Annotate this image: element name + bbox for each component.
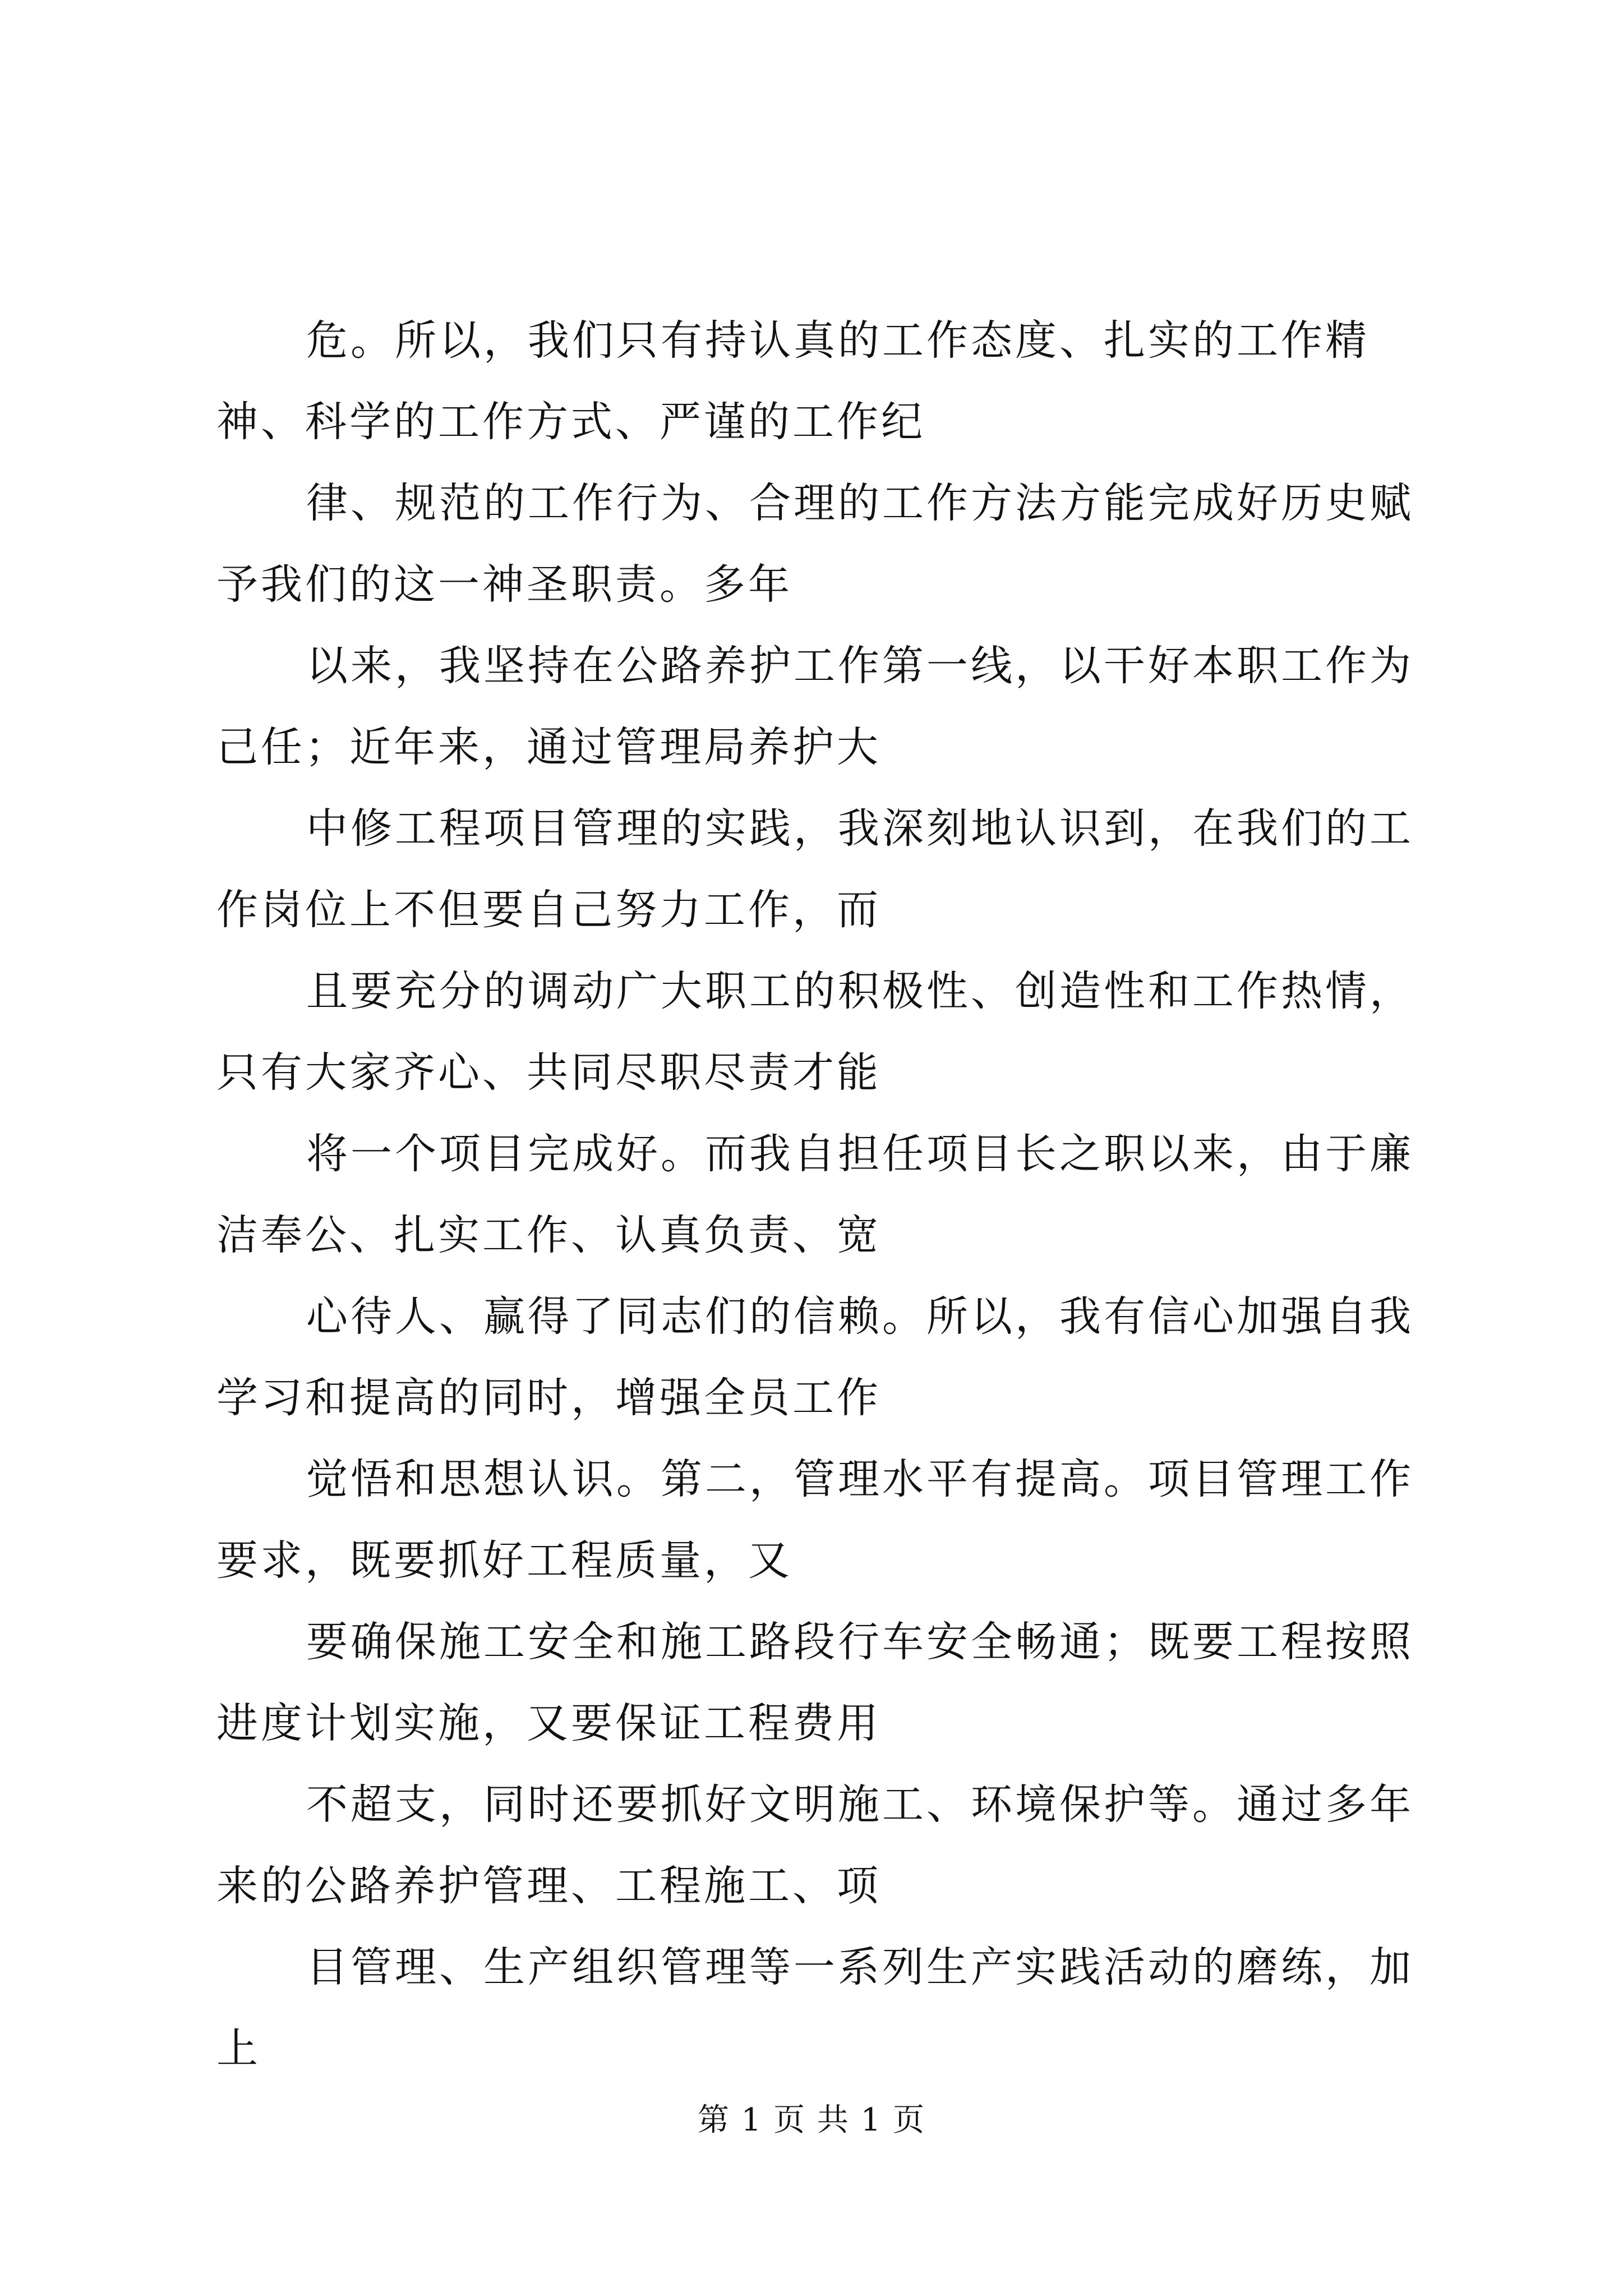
paragraph: 律、规范的工作行为、合理的工作方法方能完成好历史赋予我们的这一神圣职责。多年 (216, 479, 1414, 609)
paragraph: 要确保施工安全和施工路段行车安全畅通；既要工程按照进度计划实施，又要保证工程费用 (216, 1618, 1414, 1747)
page-footer: 第 1 页 共 1 页 (697, 2102, 926, 2138)
paragraph: 以来，我坚持在公路养护工作第一线，以干好本职工作为己任；近年来，通过管理局养护大 (216, 642, 1414, 771)
document-body (216, 300, 1428, 2090)
paragraph: 且要充分的调动广大职工的积极性、创造性和工作热情，只有大家齐心、共同尽职尽责才能 (216, 967, 1414, 1097)
paragraph: 目管理、生产组织管理等一系列生产实践活动的磨练，加上 (216, 1943, 1414, 2073)
paragraph: 中修工程项目管理的实践，我深刻地认识到，在我们的工作岗位上不但要自己努力工作，而 (216, 804, 1414, 934)
paragraph: 危。所以，我们只有持认真的工作态度、扎实的工作精神、科学的工作方式、严谨的工作纪 (216, 316, 1370, 446)
paragraph: 心待人、赢得了同志们的信赖。所以，我有信心加强自我学习和提高的同时，增强全员工作 (216, 1292, 1414, 1422)
paragraph: 不超支，同时还要抓好文明施工、环境保护等。通过多年来的公路养护管理、工程施工、项 (216, 1780, 1414, 1910)
paragraph: 将一个项目完成好。而我自担任项目长之职以来，由于廉洁奉公、扎实工作、认真负责、宽 (216, 1130, 1414, 1259)
paragraph: 觉悟和思想认识。第二，管理水平有提高。项目管理工作要求，既要抓好工程质量，又 (216, 1455, 1414, 1585)
